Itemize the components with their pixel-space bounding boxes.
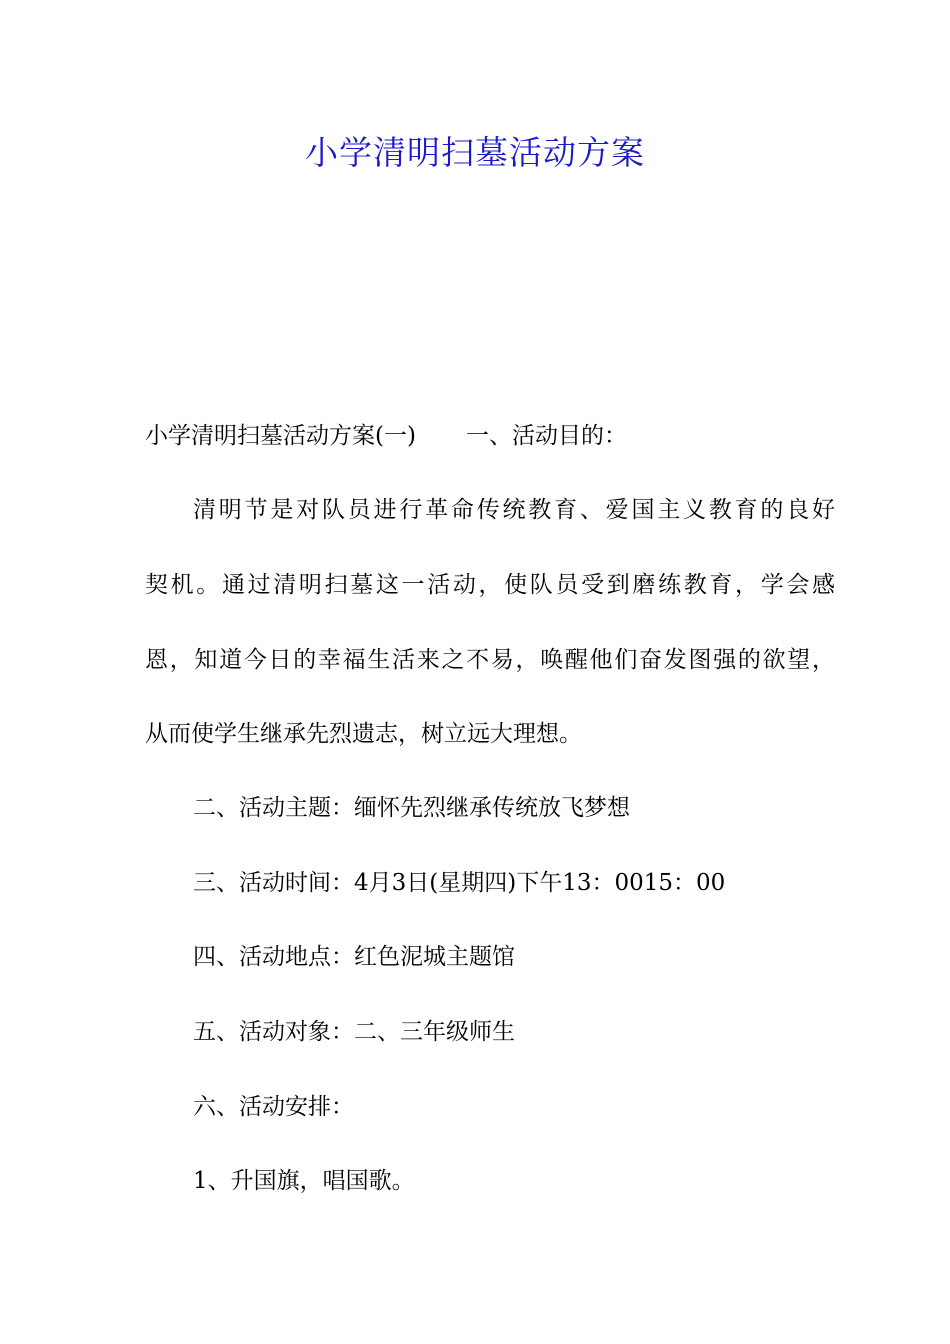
audience-line: 五、活动对象：二、三年级师生: [193, 1019, 515, 1045]
purpose-paragraph-line: 契机。通过清明扫墓这一活动，使队员受到磨练教育，学会感: [145, 572, 835, 598]
purpose-paragraph-line: 恩，知道今日的幸福生活来之不易，唤醒他们奋发图强的欲望，: [145, 647, 835, 673]
arrangement-step: 1、升国旗，唱国歌。: [193, 1168, 415, 1194]
purpose-heading: 一、活动目的：: [465, 423, 627, 449]
time-line: 三、活动时间：4月3日(星期四)下午13：0015：00: [193, 870, 726, 896]
location-line: 四、活动地点：红色泥城主题馆: [193, 944, 515, 970]
plan-subtitle: 小学清明扫墓活动方案(一): [145, 423, 416, 449]
section-heading-line: [145, 421, 627, 451]
purpose-paragraph-line: 从而使学生继承先烈遗志，树立远大理想。: [145, 721, 582, 747]
document-title: 小学清明扫墓活动方案: [305, 133, 645, 172]
purpose-paragraph-line: 清明节是对队员进行革命传统教育、爱国主义教育的良好: [193, 497, 835, 523]
arrangement-heading: 六、活动安排：: [193, 1094, 354, 1120]
theme-line: 二、活动主题：缅怀先烈继承传统放飞梦想: [193, 795, 630, 821]
